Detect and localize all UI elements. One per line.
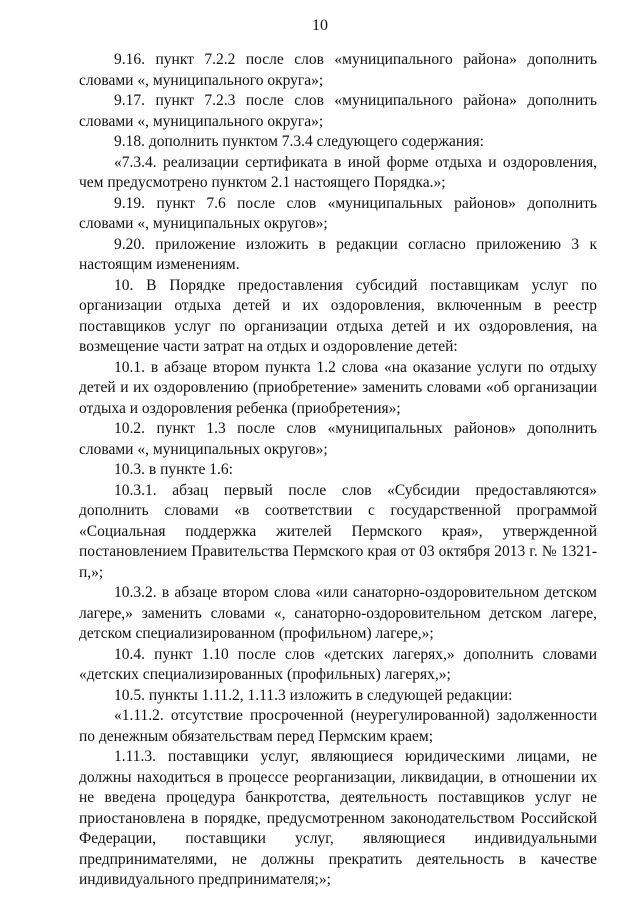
page-number: 10 [312,17,328,34]
paragraph-10-3-2: 10.3.2. в абзаце втором слова «или санаторно-оздоровительном детском лагере,» заменить словами «, санаторно-оздоровительном детском лагере, детском специализированном (профильном) лагере,»; [79,584,597,642]
paragraph-1-11-3: 1.11.3. поставщики услуг, являющиеся юридическими лицами, не должны находиться в процессе реорганизации, ликвидации, в отношении их не введена процедура банкротства, деятельность поставщиков услуг не приостановлена в порядке, предусмотренном законодательством Российской Федерации, поставщики услуг, являющиеся индивидуальными предпринимателями, не должны прекратить деятельность в качестве индивидуального предпринимателя;»; [79,748,597,888]
paragraph-9-16: 9.16. пункт 7.2.2 после слов «муниципального района» дополнить словами «, муниципального округа»; [79,51,597,89]
paragraph-10: 10. В Порядке предоставления субсидий поставщикам услуг по организации отдыха детей и их оздоровления, включенным в реестр поставщиков услуг по организации отдыха детей и их оздоровления, на возмещение части затрат на отдых и оздоровление детей: [79,276,597,355]
paragraph-9-18: 9.18. дополнить пунктом 7.3.4 следующего содержания: [114,133,484,150]
paragraph-10-1: 10.1. в абзаце втором пункта 1.2 слова «на оказание услуги по отдыху детей и их оздоровлению (приобретение» заменить словами «об организации отдыха и оздоровления ребенка (приобретения»; [79,358,597,417]
paragraph-10-4: 10.4. пункт 1.10 после слов «детских лагерях,» дополнить словами «детских специализированных (профильных) лагерях,»; [79,645,597,683]
paragraph-10-3-1: 10.3.1. абзац первый после слов «Субсидии предоставляются» дополнить словами «в соответствии с государственной программой «Социальная поддержка жителей Пермского края», утвержденной постановлением Правительства Пермского края от 03 октября 2013 г. № 1321-п,»; [79,481,597,581]
paragraph-9-20: 9.20. приложение изложить в редакции согласно приложению 3 к настоящим изменениям. [79,235,597,273]
paragraph-10-5: 10.5. пункты 1.11.2, 1.11.3 изложить в следующей редакции: [114,686,513,704]
paragraph-9-19: 9.19. пункт 7.6 после слов «муниципальных районов» дополнить словами «, муниципальных округов»; [79,194,597,232]
paragraph-9-17: 9.17. пункт 7.2.3 после слов «муниципального района» дополнить словами «, муниципального округа»; [79,92,597,130]
paragraph-10-3: 10.3. в пункте 1.6: [114,461,233,478]
document-body [79,50,597,891]
paragraph-7-3-4: «7.3.4. реализации сертификата в иной форме отдыха и оздоровления, чем предусмотрено пунктом 2.1 настоящего Порядка.»; [79,153,597,191]
paragraph-1-11-2: «1.11.2. отсутствие просроченной (неурегулированной) задолженности по денежным обязательствам перед Пермским краем; [79,707,597,745]
paragraph-10-2: 10.2. пункт 1.3 после слов «муниципальных районов» дополнить словами «, муниципальных округов»; [79,420,597,458]
